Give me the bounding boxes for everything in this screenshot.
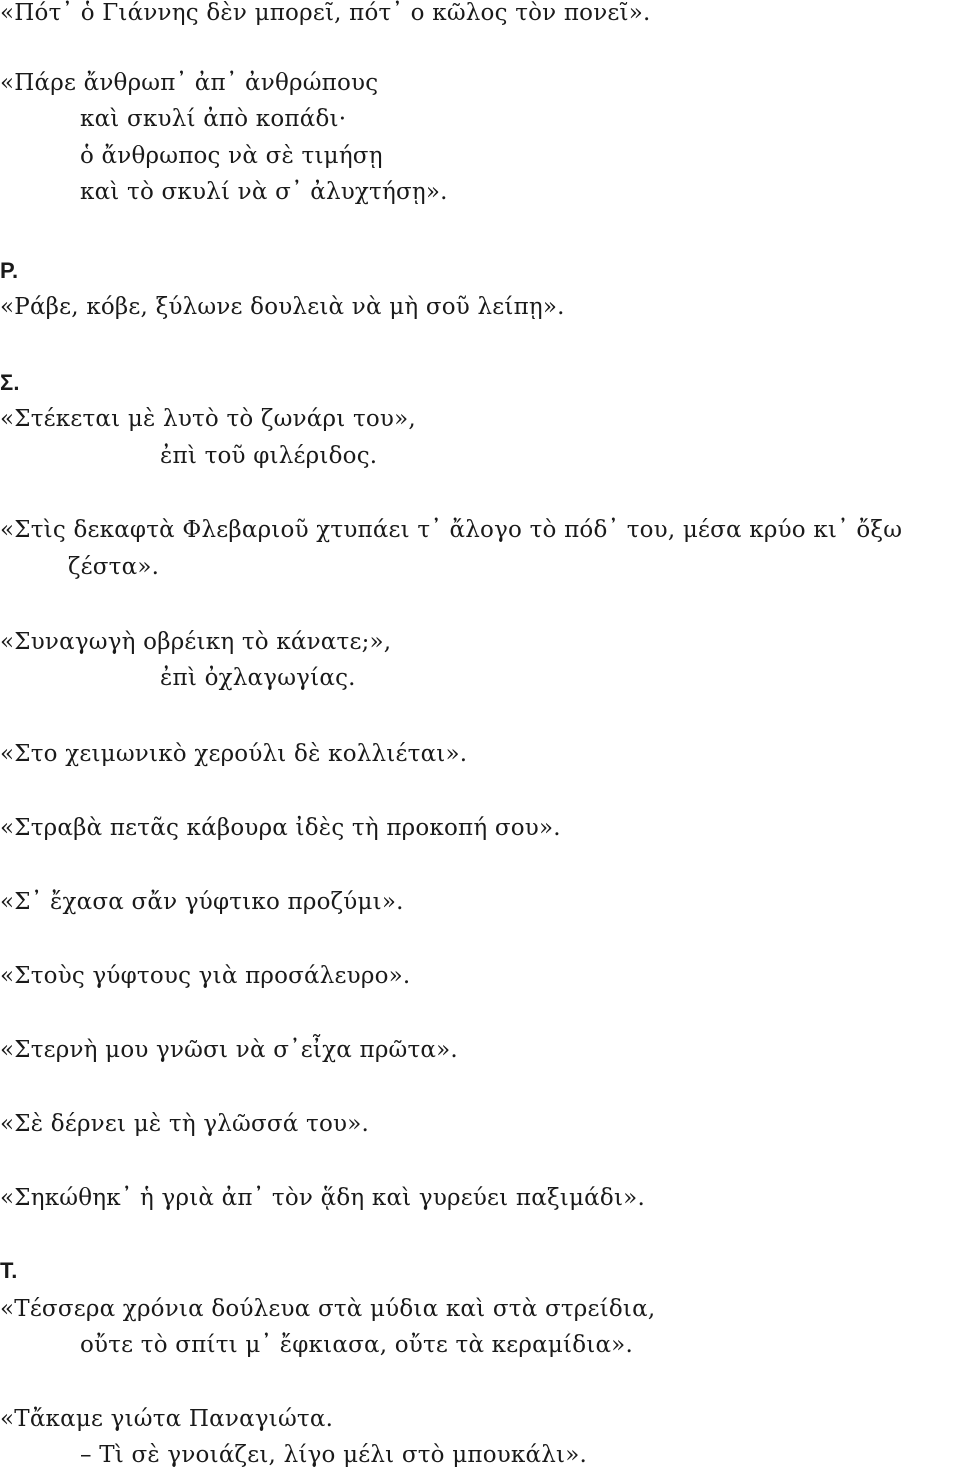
proverb-line: «Συναγωγὴ οβρέικη τὸ κάνατε;», xyxy=(0,629,392,655)
proverb-line: «Τέσσερα χρόνια δούλευα στὰ μύδια καὶ στὰ στρείδια, xyxy=(0,1296,656,1322)
proverb-line: «Σὲ δέρνει μὲ τὴ γλῶσσά του». xyxy=(0,1111,369,1137)
proverb-note: ἐπὶ τοῦ φιλέριδος. xyxy=(160,443,378,469)
proverb-line: – Τὶ σὲ γνοιάζει, λίγο μέλι στὸ μπουκάλι». xyxy=(80,1442,588,1468)
proverb-line: «Στὶς δεκαφτὰ Φλεβαριοῦ χτυπάει τ᾽ ἄλογο τὸ πόδ᾽ του, μέσα κρύο κι᾽ ὄξω xyxy=(0,517,903,543)
section-heading: Σ. xyxy=(0,370,20,395)
proverb-line: καὶ τὸ σκυλί νὰ σ᾽ ἀλυχτήσῃ». xyxy=(80,179,448,205)
proverb-line: «Τἄκαμε γιώτα Παναγιώτα. xyxy=(0,1406,334,1432)
proverb-note: ἐπὶ ὀχλαγωγίας. xyxy=(160,665,356,691)
proverb-line: «Στοὺς γύφτους γιὰ προσάλευρο». xyxy=(0,963,411,989)
section-heading: Τ. xyxy=(0,1258,18,1283)
proverb-line: οὔτε τὸ σπίτι μ᾽ ἔφκιασα, οὔτε τὰ κεραμίδια». xyxy=(80,1332,633,1358)
proverb-line: ζέστα». xyxy=(68,554,160,580)
section-heading: Ρ. xyxy=(0,258,19,283)
proverb-line: «Στέκεται μὲ λυτὸ τὸ ζωνάρι του», xyxy=(0,406,416,432)
proverb-line: «Πάρε ἄνθρωπ᾽ ἀπ᾽ ἀνθρώπους xyxy=(0,70,379,96)
proverb-line: «Σ᾽ ἔχασα σἄν γύφτικο προζύμι». xyxy=(0,889,404,915)
proverb-line: «Πότ᾽ ὁ Γιάννης δὲν μπορεῖ, πότ᾽ ο κῶλος τὸν πονεῖ». xyxy=(0,0,651,26)
proverb-line: «Στο χειμωνικὸ χερούλι δὲ κολλιέται». xyxy=(0,741,468,767)
proverb-line: καὶ σκυλί ἀπὸ κοπάδι· xyxy=(80,106,347,132)
proverb-line: «Στραβὰ πετᾶς κάβουρα ἰδὲς τὴ προκοπή σου». xyxy=(0,815,561,841)
proverb-line: «Ράβε, κόβε, ξύλωνε δουλειὰ νὰ μὴ σοῦ λείπῃ». xyxy=(0,294,565,320)
proverb-line: «Σηκώθηκ᾽ ἡ γριὰ ἀπ᾽ τὸν ᾅδη καὶ γυρεύει παξιμάδι». xyxy=(0,1185,645,1211)
proverb-line: ὁ ἄνθρωπος νὰ σὲ τιμήσῃ xyxy=(80,143,383,169)
proverb-line: «Στερνὴ μου γνῶσι νὰ σ᾽εἶχα πρῶτα». xyxy=(0,1037,458,1063)
